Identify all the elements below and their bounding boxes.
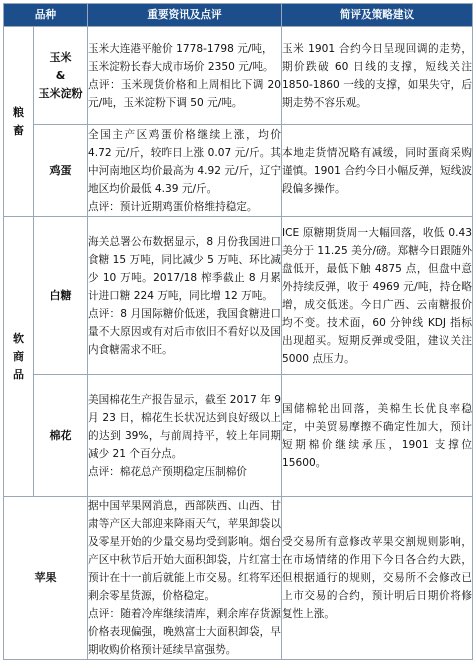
product-corn: 玉米 & 玉米淀粉 <box>34 27 88 125</box>
news-egg: 全国主产区鸡蛋价格继续上涨，均价 4.72 元/斤，较昨日上涨 0.07 元/斤。其中河南地区均价最高为 4.92 元/斤，辽宁地区均价最低 4.39 元/斤。 点评：预计近期鸡蛋价格维持稳定。 <box>88 125 282 217</box>
row-apple <box>4 497 473 660</box>
news-apple: 据中国苹果网消息，西部陕西、山西、甘肃等产区大部迎来降雨天气，苹果卸袋以及零星开始的少量交易均受到影响。烟台产区中秋节后开始大面积卸袋，片红富士预计在十一前后就能上市交易。红将军还剩余零星货源，价格稳定。 点评：随着冷库继续清库，剩余库存货源价格表现偏强，晚熟富士大面积卸袋，早期收购价格预计延续旱富强势。 <box>88 497 282 660</box>
row-sugar <box>4 217 473 375</box>
category-grain: 粮畜 <box>4 27 34 217</box>
row-cotton <box>4 375 473 497</box>
news-cotton: 美国棉花生产报告显示，截至 2017 年 9 月 23 日，棉花生长状况达到良好级以上的达到 39%，与前周持平，较上年同期减少 21 个百分点。 点评：棉花总产预期稳定压制棉价 <box>88 375 282 497</box>
commodity-table <box>3 3 473 660</box>
product-egg: 鸡蛋 <box>34 125 88 217</box>
category-soft: 软商品 <box>4 217 34 497</box>
news-corn: 玉米大连港平舱价 1778-1798 元/吨， 玉米淀粉长春大成市场价 2350 元/吨。 点评：玉米现货价格和上周相比下调 20 元/吨，玉米淀粉下调 50 元/吨。 <box>88 27 282 125</box>
product-sugar: 白糖 <box>34 217 88 375</box>
news-sugar: 海关总署公布数据显示，8 月份我国进口食糖 15 万吨，同比减少 5 万吨、环比减少 10 万吨。2017/18 榨季截止 8 月累计进口糖 224 万吨，同比增 12 万吨。 点评：8 月国际糖价低迷，我国食糖进口量不大原因或有对后市依旧不看好以及国内食糖需求不旺。 <box>88 217 282 375</box>
strategy-apple: 受交易所有意修改苹果交割规则影响，在市场情绪的作用下今日各合约大跌，但根据通行的规则，交易所不会修改已上市交易的合约，预计明后日期价将修复性上涨。 <box>282 497 473 660</box>
strategy-cotton: 国储棉轮出回落，美棉生长优良率稳定，中美贸易摩擦不确定性加大，预计短期棉价继续承压，1901 支撑位 15600。 <box>282 375 473 497</box>
strategy-sugar: ICE 原糖期货周一大幅回落，收低 0.43 美分于 11.25 美分/磅。郑糖今日跟随外盘低开，最低下触 4875 点，但盘中意外持续反弹，收于 4969 元/吨，持仓略增，成交低迷。今日广西、云南糖报价均不变。技术面，60 分钟线 KDJ 指标出现超买。短期反弹或受阻，建议关注 5000 点压力。 <box>282 217 473 375</box>
header-strategy: 简评及策略建议 <box>282 4 473 27</box>
header-row <box>4 4 473 27</box>
row-egg <box>4 125 473 217</box>
strategy-egg: 本地走货情况略有减缓，同时蛋商采购谨慎。1901 合约今日小幅反弹，短线波段偏多操作。 <box>282 125 473 217</box>
strategy-corn: 玉米 1901 合约今日呈现回调的走势，期价跌破 60 日线的支撑，短线关注 1850-1860 一线的支撑，如果失守，后期走势不容乐观。 <box>282 27 473 125</box>
row-corn <box>4 27 473 125</box>
header-variety: 品种 <box>4 4 88 27</box>
product-cotton: 棉花 <box>34 375 88 497</box>
product-apple: 苹果 <box>4 497 88 660</box>
header-news: 重要资讯及点评 <box>88 4 282 27</box>
